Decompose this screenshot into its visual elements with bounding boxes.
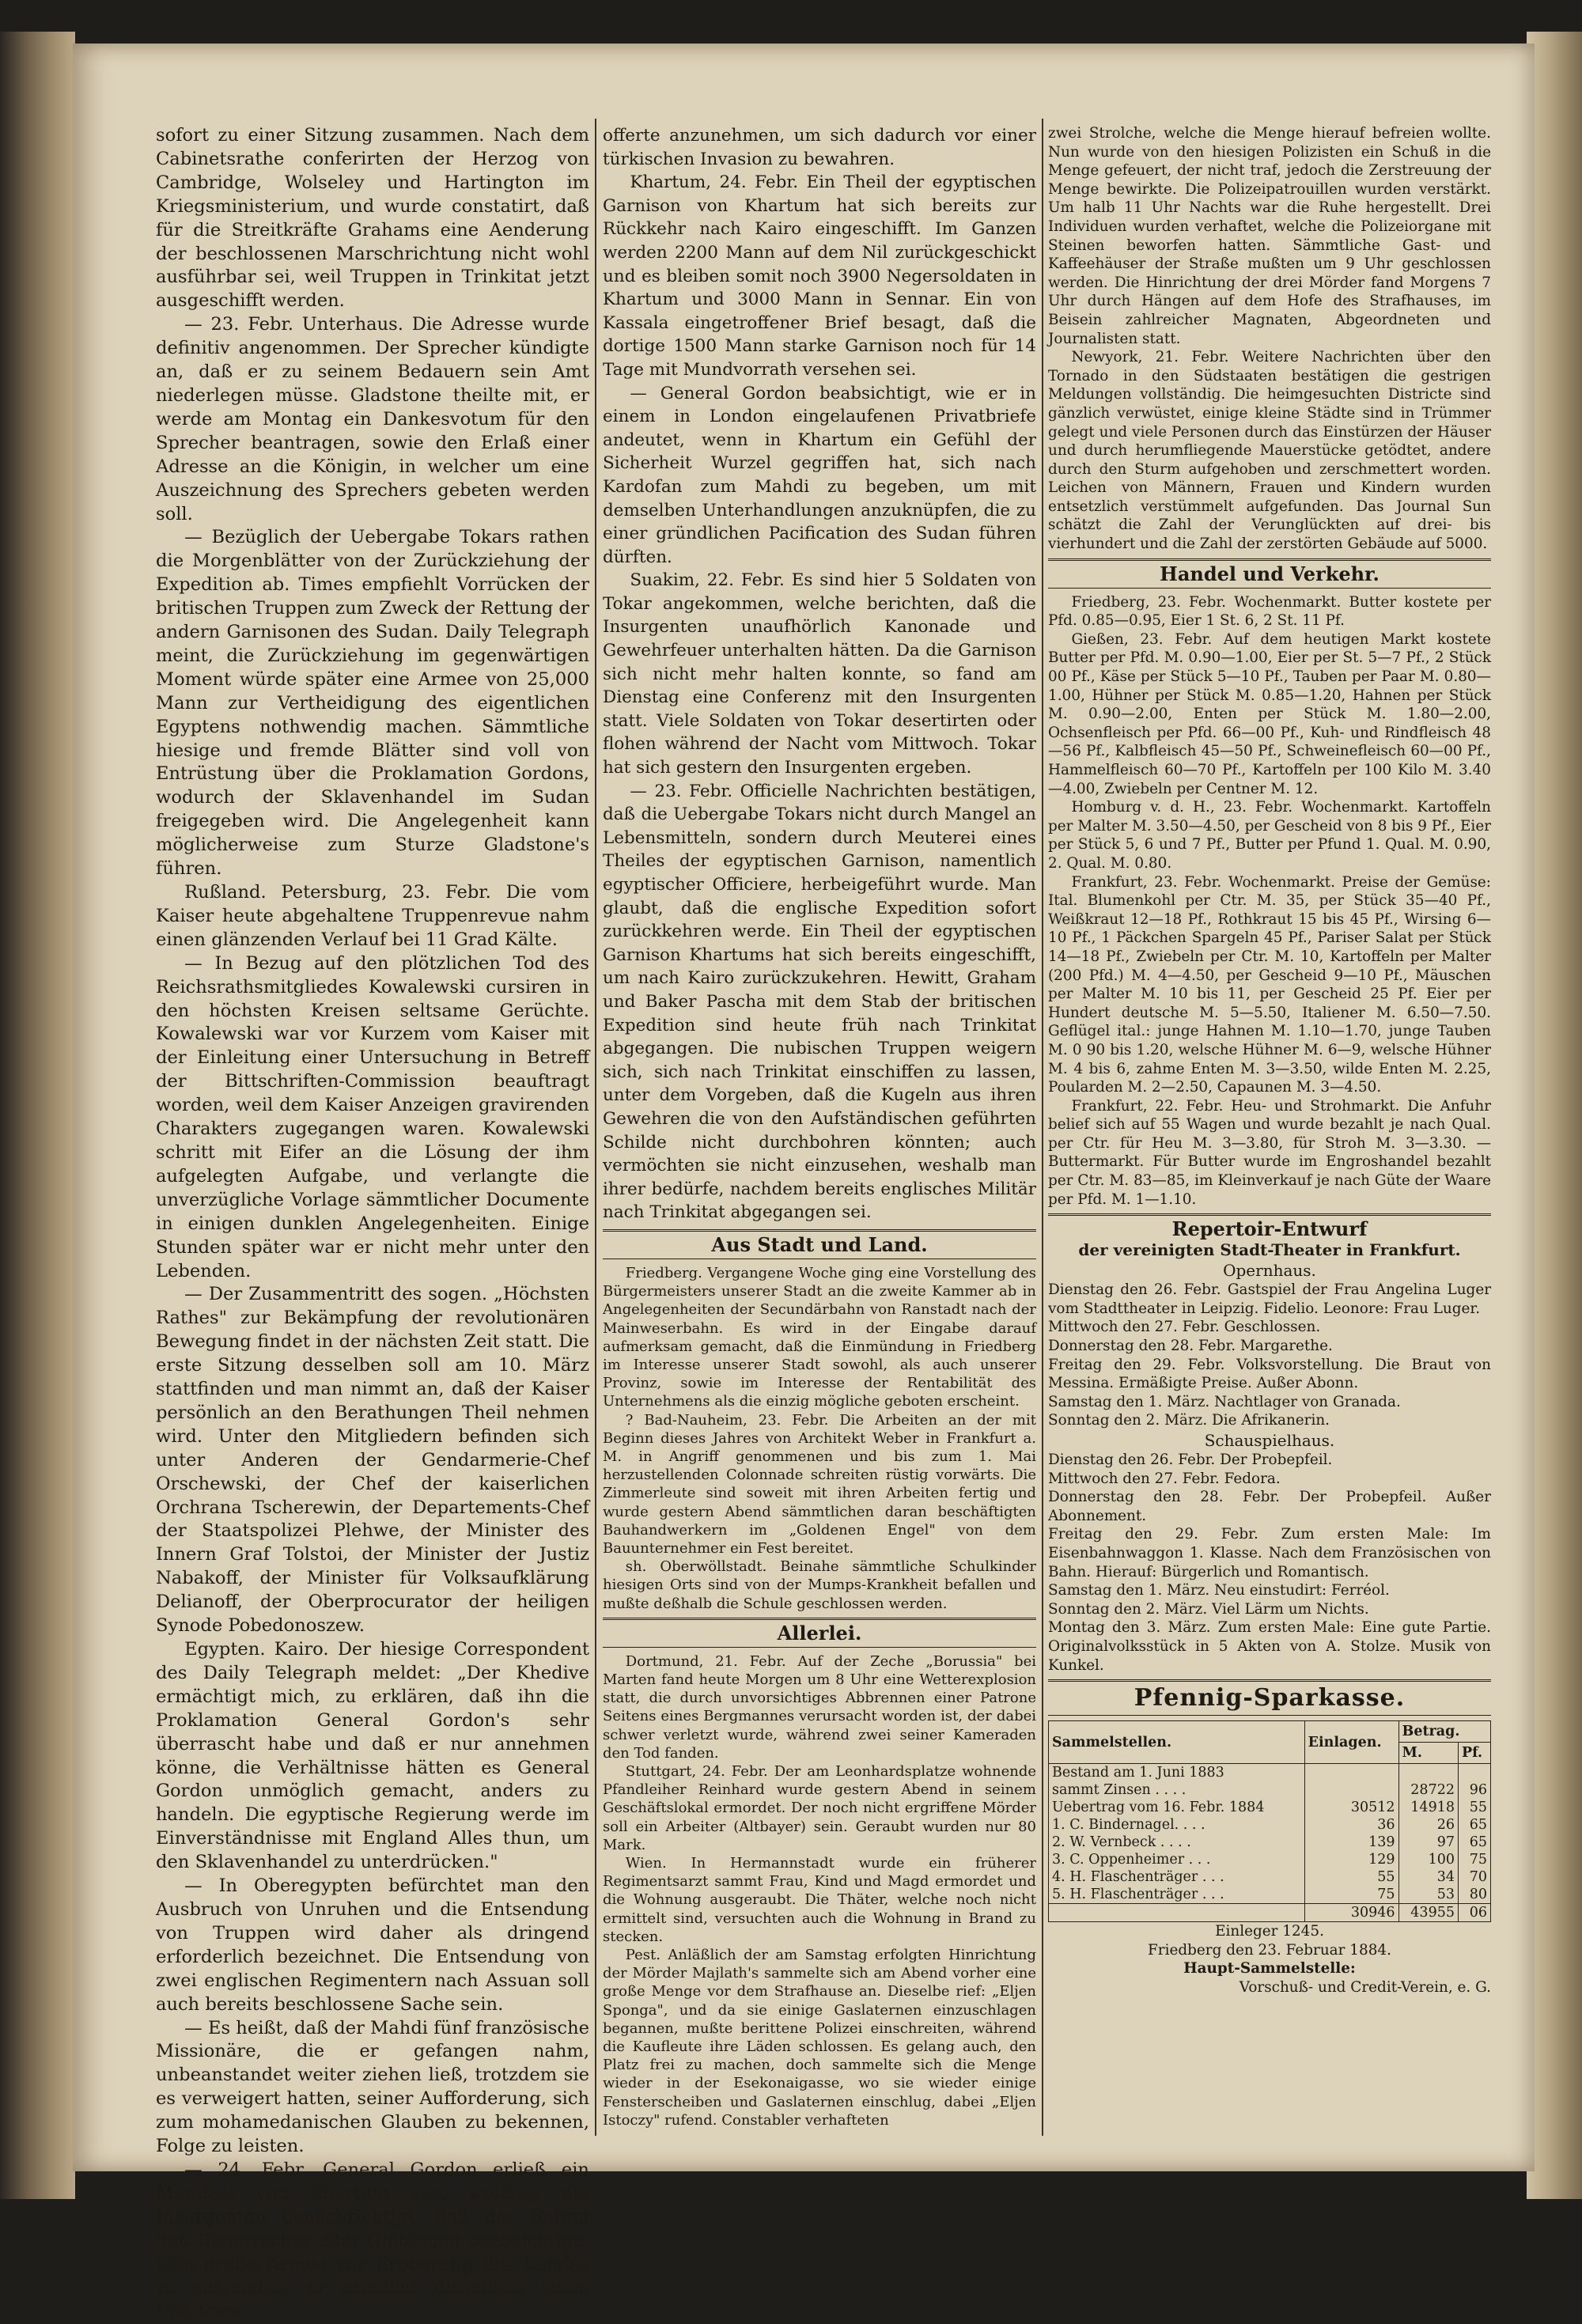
table-row: Uebertrag vom 16. Febr. 1884 30512 14918 55: [1049, 1799, 1491, 1816]
column-1: [156, 124, 589, 2322]
column-rule-2: [1042, 119, 1043, 2136]
article-paragraph: Rußland. Petersburg, 23. Febr. Die vom Kaiser heute abgehaltene Truppenrevue nahm einen glänzenden Verlauf bei 11 Grad Kälte.: [156, 882, 589, 950]
misc-news-item: Stuttgart, 24. Febr. Der am Leonhardsplatze wohnende Pfandleiher Reinhard wurde gestern Abend in seinem Geschäftslokal ermordet. Der noch nicht ergriffene Mörder soll ein Arbeiter (Altbayer) sein. Geraubt wurden nur 80 Mark.: [603, 1762, 1036, 1853]
column-header: Sammelstellen.: [1049, 1721, 1305, 1764]
schedule-entry: Samstag den 1. März. Nachtlager von Granada.: [1048, 1393, 1401, 1410]
article-paragraph: sofort zu einer Sitzung zusammen. Nach dem Cabinetsrathe conferirten der Herzog von Cambridge, Wolseley und Hartington im Kriegsministerium, und wurde constatirt, daß für die Streitkräfte Grahams eine Aenderung der beschlossenen Marschrichtung nicht wohl ausführbar sei, weil Truppen in Trinkitat jetzt ausgeschifft werden.: [156, 125, 589, 312]
depositor-count: Einleger 1245.: [1215, 1923, 1324, 1940]
opera-house-heading: Opernhaus.: [1223, 1261, 1316, 1281]
table-sum-row: 30946 43955 06: [1049, 1904, 1491, 1922]
column-header: Einlagen.: [1304, 1721, 1398, 1764]
article-paragraph: Newyork, 21. Febr. Weitere Nachrichten über den Tornado in den Südstaaten bestätigen die gestrigen Meldungen vollständig. Die heimgesuchten Districte sind gänzlich verwüstet, einige kleine Städte sind in Trümmer gelegt und viele Personen durch das Einstürzen der Häuser und durch herumfliegende Mauerstücke getödtet, andere durch den Sturm aufgehoben und zerschmettert worden. Leichen von Männern, Frauen und Kindern wurden entsetzlich verstümmelt aufgefunden. Das Journal Sun schätzt die Zahl der Verunglückten auf drei- bis vierhundert und die Zahl der zerstörten Gebäude auf 5000.: [1048, 349, 1491, 553]
misc-news-item: Wien. In Hermannstadt wurde ein früherer Regimentsarzt sammt Frau, Kind und Magd ermordet und die Wohnung ausgeraubt. Die Thäter, welche noch nicht ermittelt sind, versuchten auch die Wohnung in Brand zu stecken.: [603, 1855, 1036, 1945]
schedule-entry: Sonntag den 2. März. Viel Lärm um Nichts.: [1048, 1600, 1369, 1618]
column-header: Pf.: [1458, 1743, 1490, 1764]
article-paragraph: — In Bezug auf den plötzlichen Tod des Reichsrathsmitgliedes Kowalewski cursiren in den höchsten Kreisen seltsame Gerüchte. Kowalewski war vor Kurzem vom Kaiser mit der Einleitung einer Untersuchung in Betreff der Bittschriften-Commission beauftragt worden, weil dem Kaiser Anzeigen gravirenden Charakters zugegangen waren. Kowalewski schritt mit Eifer an die Lösung der ihm aufgelegten Aufgabe, und verlangte die unverzügliche Vorlage sämmtlicher Documente in einigen dunklen Angelegenheiten. Einige Stunden später war er nicht mehr unter den Lebenden.: [156, 952, 589, 1281]
table-row: 5. H. Flaschenträger . . . 75 53 80: [1049, 1886, 1491, 1904]
section-heading-handel: Handel und Verkehr.: [1048, 558, 1491, 589]
article-paragraph: — Der Zusammentritt des sogen. „Höchsten Rathes" zur Bekämpfung der revolutionären Bewegung findet in der nächsten Zeit statt. Die erste Sitzung desselben soll am 10. März stattfinden und man nimmt an, daß der Kaiser persönlich an den Berathungen Theil nehmen wird. Unter den Mitgliedern befinden sich unter Anderen der Gendarmerie-Chef Orschewski, der Chef der kaiserlichen Orchrana Tscherewin, der Departements-Chef der Staatspolizei Plehwe, der Minister des Innern Graf Tolstoi, der Minister der Justiz Nabakoff, der Minister für Volksaufklärung Delianoff, der Oberprocurator der heiligen Synode Pobedonoszew.: [156, 1284, 589, 1637]
schedule-entry: Donnerstag den 28. Febr. Margarethe.: [1048, 1338, 1333, 1355]
article-paragraph: — 23. Febr. Unterhaus. Die Adresse wurde definitiv angenommen. Der Sprecher kündigte an, daß er zu seinem Bedauern sein Amt niederlegen müsse. Gladstone theilte mit, er werde am Montag ein Dankesvotum für den Sprecher beantragen, sowie den Erlaß einer Adresse an die Königin, in welcher um eine Auszeichnung des Sprechers gebeten werden soll.: [156, 314, 589, 524]
market-report: Homburg v. d. H., 23. Febr. Wochenmarkt. Kartoffeln per Malter M. 3.50—4.50, per Gescheid von 8 bis 9 Pf., Eier per Stück 5, 6 und 7 Pf., Butter per Pfund 1. Qual. M. 0.90, 2. Qual. M. 0.80.: [1048, 799, 1491, 872]
theatre-heading: Schauspielhaus.: [1204, 1431, 1335, 1450]
column-header: M.: [1398, 1743, 1458, 1764]
article-paragraph: Suakim, 22. Febr. Es sind hier 5 Soldaten von Tokar angekommen, welche berichten, daß die Insurgenten unaufhörlich Kanonade und Gewehrfeuer unterhalten hätten. Da die Garnison sich nicht mehr halten konnte, so fand am Dienstag eine Conferenz mit den Insurgenten statt. Viele Soldaten von Tokar desertirten oder flohen während der Nacht vom Mittwoch. Tokar hat sich gestern den Insurgenten ergeben.: [603, 570, 1036, 778]
section-heading-stadt-und-land: Aus Stadt und Land.: [603, 1229, 1036, 1259]
article-paragraph: — General Gordon beabsichtigt, wie er in einem in London eingelaufenen Privatbriefe andeutet, wenn in Khartum ein Gefühl der Sicherheit Wurzel gegriffen hat, sich nach Kardofan zum Mahdi zu begeben, um mit demselben Unterhandlungen anzuknüpfen, die zu einer gründlichen Pacification des Sudan führen dürften.: [603, 383, 1036, 567]
book-edge-left: [0, 32, 75, 2199]
table-row: 2. W. Vernbeck . . . . 139 97 65: [1049, 1834, 1491, 1851]
schedule-entry: Mittwoch den 27. Febr. Geschlossen.: [1048, 1319, 1321, 1336]
section-heading-allerlei: Allerlei.: [603, 1618, 1036, 1648]
schedule-entry: Freitag den 29. Febr. Volksvorstellung. Die Braut von Messina. Ermäßigte Preise. Außer Abonn.: [1048, 1356, 1491, 1392]
article-paragraph: — 23. Febr. Officielle Nachrichten bestätigen, daß die Uebergabe Tokars nicht durch Mangel an Lebensmitteln, sondern durch Meuterei eines Theiles der egyptischen Garnison, namentlich egyptischer Officiere, herbeigeführt wurde. Man glaubt, daß die englische Expedition sofort zurückkehren werde. Ein Theil der egyptischen Garnison Khartums hat sich bereits eingeschifft, um nach Kairo zurückzukehren. Hewitt, Graham und Baker Pascha mit dem Stab der britischen Expedition sind heute früh nach Trinkitat abgegangen. Die nubischen Truppen weigern sich, sich nach Trinkitat einschiffen zu lassen, unter dem Vorgeben, daß die Kugeln aus ihren Gewehren die von den Aufständischen geführten Schilde nicht durchbohren könnten; auch vermöchten sie nicht einzusehen, weshalb man ihrer bedürfe, nachdem bereits englisches Militär nach Trinkitat abgegangen sei.: [603, 781, 1036, 1223]
article-paragraph: Khartum, 24. Febr. Ein Theil der egyptischen Garnison von Khartum hat sich bereits zur Rückkehr nach Kairo eingeschifft. Im Ganzen werden 2200 Mann auf dem Nil zurückgeschickt und es bleiben somit noch 3900 Negersoldaten in Khartum und 3000 Mann in Sennar. Ein von Kassala eingetroffener Brief besagt, daß die dortige 1500 Mann starke Garnison noch für 14 Tage mit Mundvorrath versehen sei.: [603, 172, 1036, 380]
article-paragraph: — In Oberegypten befürchtet man den Ausbruch von Unruhen und die Entsendung von Truppen wird daher als dringend erforderlich bezeichnet. Die Entsendung von zwei englischen Regimentern nach Assuan soll auch bereits beschlossene Sache sein.: [156, 1875, 589, 2015]
article-paragraph: zwei Strolche, welche die Menge hierauf befreien wollte. Nun wurde von den hiesigen Polizisten ein Schuß in die Menge gefeuert, der nicht traf, jedoch die Zerstreuung der Menge bewirkte. Die Polizeipatrouillen wurden verstärkt. Um halb 11 Uhr Nachts war die Ruhe hergestellt. Drei Individuen wurden verhaftet, welche die Polizeiorgane mit Steinen beworfen hatten. Sämmtliche Gast- und Kaffeehäuser der Straße mußten um 9 Uhr geschlossen werden. Die Hinrichtung der drei Mörder fand Morgens 7 Uhr durch Hängen auf dem Hofe des Strafhauses, im Beisein zahlreicher Magnaten, Abgeordneten und Journalisten statt.: [1048, 125, 1491, 347]
repertoire-title: Repertoir-Entwurf: [1171, 1217, 1368, 1241]
column-header: Betrag.: [1398, 1721, 1490, 1743]
schedule-entry: Dienstag den 26. Febr. Der Probepfeil.: [1048, 1452, 1333, 1468]
savings-table: [1048, 1720, 1491, 1922]
column-rule-1: [595, 119, 596, 2136]
market-report: Frankfurt, 22. Febr. Heu- und Strohmarkt. Die Anfuhr belief sich auf 55 Wagen und wurde bezahlt je nach Qual. per Ctr. für Heu M. 3—3.80, für Stroh M. 3—3.30. — Buttermarkt. Für Butter wurde im Engroshandel bezahlt per Ctr. M. 83—85, im Kleinverkauf je nach Güte der Waare per Pfd. M. 1—1.10.: [1048, 1097, 1491, 1208]
schedule-entry: Dienstag den 26. Febr. Gastspiel der Frau Angelina Luger vom Stadttheater in Leipzig. Fidelio. Leonore: Frau Luger.: [1048, 1281, 1491, 1317]
local-news-item: ? Bad-Nauheim, 23. Febr. Die Arbeiten an der mit Beginn dieses Jahres von Architekt Weber in Frankfurt a. M. in Angriff genommenen und bis zum 1. Mai herzustellenden Colonnade schreiten rüstig vorwärts. Die Zimmerleute sind soweit mit ihren Arbeiten fertig und wurde gestern Abend sämmtlichen daran beschäftigten Bauhandwerkern im „Goldenen Engel" von dem Bauunternehmer ein Fest bereitet.: [603, 1411, 1036, 1557]
dateline: Friedberg den 23. Februar 1884.: [1148, 1941, 1391, 1959]
savings-bank-heading: Pfennig-Sparkasse.: [1048, 1679, 1491, 1716]
market-report: Frankfurt, 23. Febr. Wochenmarkt. Preise der Gemüse: Ital. Blumenkohl per Ctr. M. 35, per Stück 35—40 Pf., Weißkraut 12—18 Pf., Rothkraut 15 bis 45 Pf., Wirsing 6—10 Pf., 1 Päckchen Spargeln 45 Pf., Pariser Salat per Stück 14—18 Pf., Zwiebeln per Ctr. M. 10, Kartoffeln per Malter (200 Pfd.) M. 4—4.50, per Gescheid 9—10 Pf., Mäuschen per Malter M. 10 bis 11, per Gescheid 25 Pf. Eier per Hundert deutsche M. 5—5.50, Italiener M. 6.50—7.50. Geflügel ital.: junge Hahnen M. 1.10—1.70, junge Tauben M. 0 90 bis 1.20, welsche Hühner M. 6—9, welsche Hühner M. 4 bis 6, zahme Enten M. 3—3.50, wilde Enten M. 2.25, Poularden M. 2—2.50, Capaunen M. 3—4.50.: [1048, 873, 1491, 1096]
article-paragraph: — 24. Febr. General Gordon erließ ein Manifest von Khartum aus, welches die Insurgenten benachrichtigt, daß der Sultan und Beherrscher aller Gläubigen beabsichtige, eine große Armee zur Eroberung des Landes zu entsenden; er ermahnt dieselben, seine Friedens-: [156, 2159, 589, 2322]
article-paragraph: — Es heißt, daß der Mahdi fünf französische Missionäre, die er gefangen nahm, unbeanstandet weiter ziehen ließ, trotzdem sie es verweigert hatten, seiner Aufforderung, sich zum mohamedanischen Glauben zu bekennen, Folge zu leisten.: [156, 2017, 589, 2157]
repertoire-subtitle: der vereinigten Stadt-Theater in Frankfurt.: [1078, 1240, 1461, 1260]
article-paragraph: offerte anzunehmen, um sich dadurch vor einer türkischen Invasion zu bewahren.: [603, 126, 1036, 169]
schedule-entry: Montag den 3. März. Zum ersten Male: Eine gute Partie. Originalvolksstück in 5 Akten von A. Stolze. Musik von Kunkel.: [1048, 1619, 1491, 1674]
article-paragraph: Egypten. Kairo. Der hiesige Correspondent des Daily Telegraph meldet: „Der Khedive ermächtigt mich, zu erklären, daß ihn die Proklamation General Gordon's sehr überrascht habe und daß er nur annehmen könne, die Verhältnisse hätten es General Gordon unmöglich gemacht, anders zu handeln. Die egyptische Regierung werde im Einverständnisse mit England Alles thun, um den Sklavenhandel zu unterdrücken.": [156, 1639, 589, 1873]
book-edge-right: [1527, 32, 1582, 2199]
local-news-item: sh. Oberwöllstadt. Beinahe sämmtliche Schulkinder hiesigen Orts sind von der Mumps-Krankheit befallen und mußte deßhalb die Schule geschlossen werden.: [603, 1558, 1036, 1612]
table-row: 3. C. Oppenheimer . . . 129 100 75: [1049, 1851, 1491, 1868]
market-report: Gießen, 23. Febr. Auf dem heutigen Markt kostete Butter per Pfd. M. 0.90—1.00, Eier per St. 5—7 Pf., 2 Stück 00 Pf., Käse per Stück 5—10 Pf., Tauben per Paar M. 0.80—1.00, Hühner per Stück M. 0.85—1.20, Hahnen per Stück M. 0.90—2.00, Enten per Stück M. 1.80—2.00, Ochsenfleisch per Pfd. 66—00 Pf., Kuh- und Rindfleisch 48—56 Pf., Kalbfleisch 45—50 Pf., Schweinefleisch 60—00 Pf., Hammelfleisch 60—70 Pf., Kartoffeln per 100 Kilo M. 3.40—4.00, Zwiebeln per Centner M. 12.: [1048, 630, 1491, 797]
table-row: 1. C. Bindernagel. . . . 36 26 65: [1049, 1816, 1491, 1834]
table-row: Bestand am 1. Juni 1883: [1049, 1764, 1491, 1782]
schedule-entry: Donnerstag den 28. Febr. Der Probepfeil. Außer Abonnement.: [1048, 1489, 1491, 1524]
local-news-item: Friedberg. Vergangene Woche ging eine Vorstellung des Bürgermeisters unserer Stadt an die zweite Kammer ab in Angelegenheiten der Secundärbahn von Ranstadt nach der Mainweserbahn. Es wird in der Eingabe darauf aufmerksam gemacht, daß die Einmündung in Friedberg im Interesse unserer Stadt sowohl, als auch unserer Provinz, sowie im Interesse der Rentabilität des Unternehmens als die einzig mögliche geboten erscheint.: [603, 1264, 1036, 1410]
table-row: sammt Zinsen . . . . 28722 96: [1049, 1781, 1491, 1799]
market-report: Friedberg, 23. Febr. Wochenmarkt. Butter kostete per Pfd. 0.85—0.95, Eier 1 St. 6, 2 St. 11 Pf.: [1048, 593, 1491, 630]
schedule-entry: Freitag den 29. Febr. Zum ersten Male: Im Eisenbahnwaggon 1. Klasse. Nach dem Französischen von Bahn. Hierauf: Bürgerlich und Romantisch.: [1048, 1526, 1491, 1580]
schedule-entry: Mittwoch den 27. Febr. Fedora.: [1048, 1470, 1281, 1487]
table-row: 4. H. Flaschenträger . . . 55 34 70: [1049, 1868, 1491, 1886]
main-collection-point: Haupt-Sammelstelle:: [1183, 1960, 1356, 1978]
association-name: Vorschuß- und Credit-Verein, e. G.: [1239, 1978, 1491, 1996]
column-2: [603, 124, 1036, 2149]
schedule-entry: Sonntag den 2. März. Die Afrikanerin.: [1048, 1412, 1330, 1429]
column-3: [1048, 124, 1491, 2149]
article-paragraph: — Bezüglich der Uebergabe Tokars rathen die Morgenblätter von der Zurückziehung der Expedition ab. Times empfiehlt Vorrücken der britischen Truppen zum Zweck der Rettung der andern Garnisonen des Sudan. Daily Telegraph meint, die Zurückziehung im gegenwärtigen Moment würde später eine Armee von 25,000 Mann zur Vertheidigung des eigentlichen Egyptens nothwendig machen. Sämmtliche hiesige und fremde Blätter sind voll von Entrüstung über die Proklamation Gordons, wodurch der Sklavenhandel im Sudan freigegeben wird. Die Angelegenheit kann möglicherweise zum Sturze Gladstone's führen.: [156, 527, 589, 880]
misc-news-item: Pest. Anläßlich der am Samstag erfolgten Hinrichtung der Mörder Majlath's sammelte sich am Abend vorher eine große Menge vor dem Strafhause an. Dieselbe rief: „Eljen Sponga", und da sie einige Gaslaternen einzuschlagen begannen, mußte berittene Polizei einschreiten, während die Kaufleute ihre Läden schlossen. Es gelang auch, den Platz frei zu machen, doch sammelte sich die Menge wieder in der Esekonaigasse, wo sie wieder einige Fensterscheiben und Gaslaternen einschlug, dabei „Eljen Istoczy" rufend. Constabler verhafteten: [603, 1947, 1036, 2129]
misc-news-item: Dortmund, 21. Febr. Auf der Zeche „Borussia" bei Marten fand heute Morgen um 8 Uhr eine Wetterexplosion statt, die durch unvorsichtiges Abbrennen einer Patrone Seitens eines Bergmannes verursacht worden ist, der dabei schwer verletzt wurde, während zwei seiner Kameraden den Tod fanden.: [603, 1652, 1036, 1762]
schedule-entry: Samstag den 1. März. Neu einstudirt: Ferréol.: [1048, 1582, 1390, 1599]
